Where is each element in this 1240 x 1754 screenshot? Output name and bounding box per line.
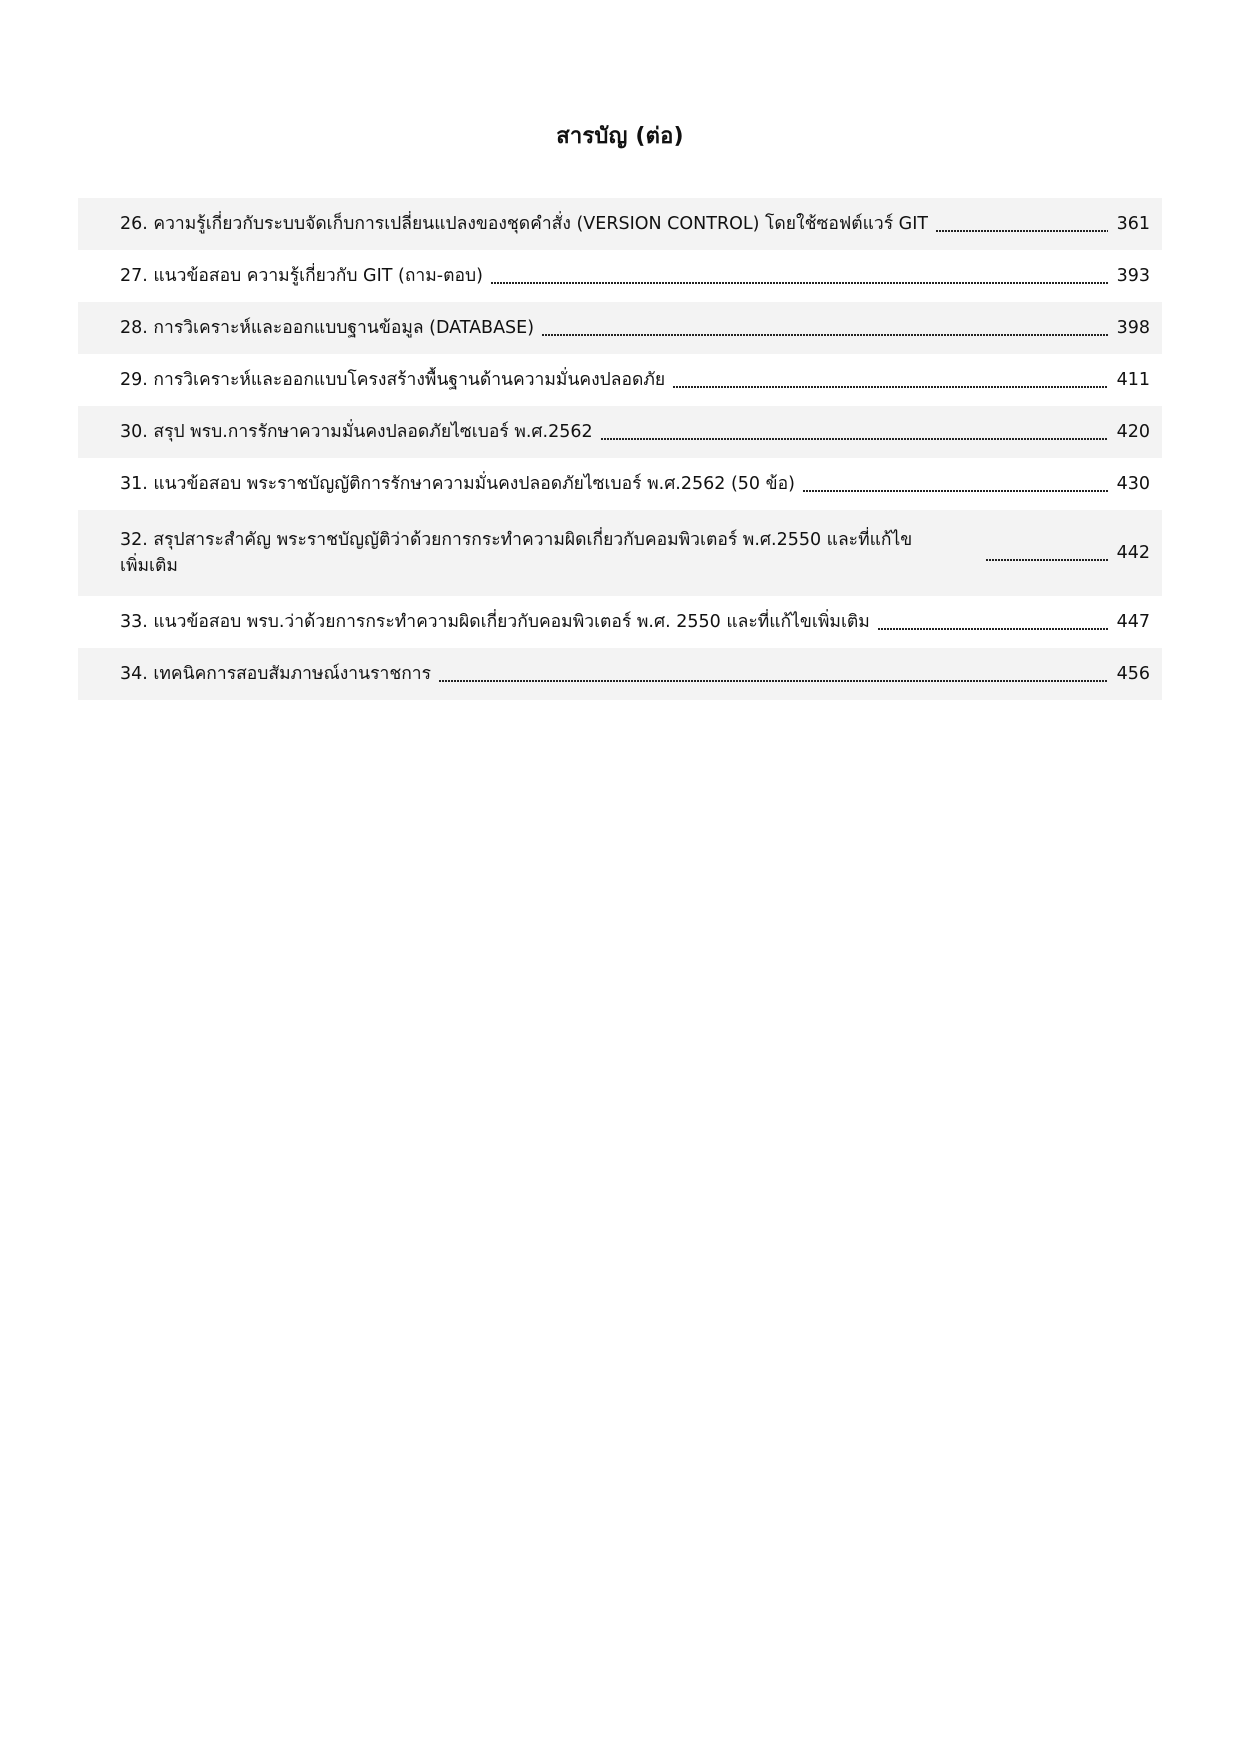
toc-page-number: 361 bbox=[1116, 214, 1150, 234]
dot-leader bbox=[878, 628, 1108, 630]
dot-leader bbox=[803, 490, 1108, 492]
toc-entry-label: 33. แนวข้อสอบ พรบ.ว่าด้วยการกระทำความผิดเกี่ยวกับคอมพิวเตอร์ พ.ศ. 2550 และที่แก้ไขเพิ่มเติม bbox=[120, 612, 870, 632]
toc-entry-29[interactable] bbox=[78, 354, 1162, 406]
toc-page-number: 430 bbox=[1116, 474, 1150, 494]
dot-leader bbox=[439, 680, 1108, 682]
toc-entry-27[interactable] bbox=[78, 250, 1162, 302]
dot-leader bbox=[936, 230, 1108, 232]
toc-page-number: 447 bbox=[1116, 612, 1150, 632]
toc-page-number: 442 bbox=[1116, 543, 1150, 563]
toc-page-number: 393 bbox=[1116, 266, 1150, 286]
toc-page-number: 398 bbox=[1116, 318, 1150, 338]
toc-entry-label: 26. ความรู้เกี่ยวกับระบบจัดเก็บการเปลี่ยนแปลงของชุดคำสั่ง (VERSION CONTROL) โดยใช้ซอฟต์แวร์ GIT bbox=[120, 214, 929, 234]
dot-leader bbox=[601, 438, 1108, 440]
toc-entry-label: 30. สรุป พรบ.การรักษาความมั่นคงปลอดภัยไซเบอร์ พ.ศ.2562 bbox=[120, 422, 593, 442]
dot-leader bbox=[673, 386, 1108, 388]
toc-entry-label: 34. เทคนิคการสอบสัมภาษณ์งานราชการ bbox=[120, 664, 432, 684]
toc-entry-label: 32. สรุปสาระสำคัญ พระราชบัญญัติว่าด้วยการกระทำความผิดเกี่ยวกับคอมพิวเตอร์ พ.ศ.2550 และที่แก้ไขเพิ่มเติม bbox=[120, 530, 913, 576]
toc-entry-32[interactable] bbox=[78, 510, 1162, 596]
dot-leader bbox=[491, 282, 1108, 284]
dot-leader bbox=[986, 559, 1108, 561]
toc-entry-30[interactable] bbox=[78, 406, 1162, 458]
toc-entry-label: 28. การวิเคราะห์และออกแบบฐานข้อมูล (DATABASE) bbox=[120, 318, 535, 338]
toc-page-number: 420 bbox=[1116, 422, 1150, 442]
dot-leader bbox=[542, 334, 1108, 336]
table-of-contents bbox=[78, 198, 1162, 700]
toc-entry-33[interactable] bbox=[78, 596, 1162, 648]
toc-entry-26[interactable] bbox=[78, 198, 1162, 250]
toc-page-number: 456 bbox=[1116, 664, 1150, 684]
toc-page-number: 411 bbox=[1116, 370, 1150, 390]
page-title: สารบัญ (ต่อ) bbox=[556, 124, 684, 149]
toc-entry-label: 27. แนวข้อสอบ ความรู้เกี่ยวกับ GIT (ถาม-ตอบ) bbox=[120, 266, 483, 286]
toc-entry-34[interactable] bbox=[78, 648, 1162, 700]
toc-entry-label: 31. แนวข้อสอบ พระราชบัญญัติการรักษาความมั่นคงปลอดภัยไซเบอร์ พ.ศ.2562 (50 ข้อ) bbox=[120, 474, 795, 494]
toc-entry-28[interactable] bbox=[78, 302, 1162, 354]
toc-entry-31[interactable] bbox=[78, 458, 1162, 510]
toc-entry-label: 29. การวิเคราะห์และออกแบบโครงสร้างพื้นฐานด้านความมั่นคงปลอดภัย bbox=[120, 370, 666, 390]
